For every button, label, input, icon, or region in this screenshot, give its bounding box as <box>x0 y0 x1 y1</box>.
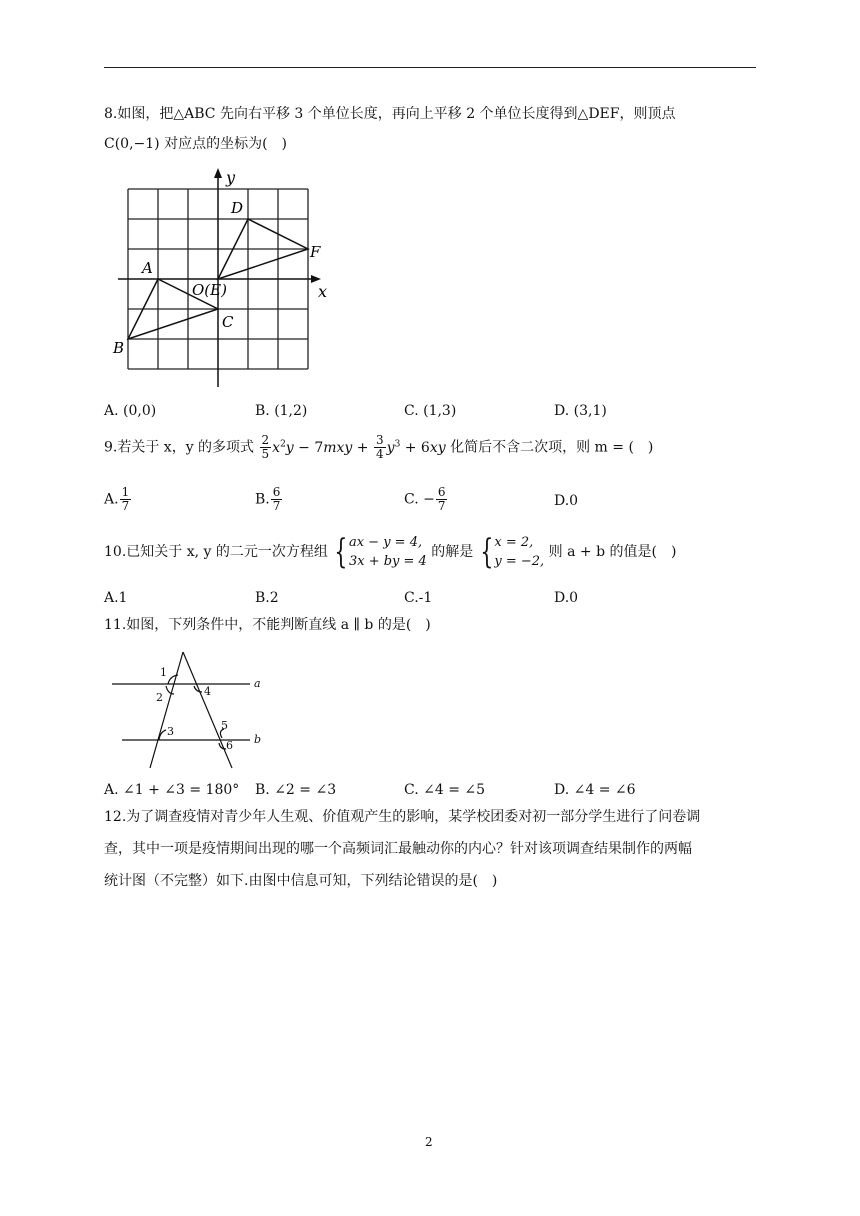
q8-grid-figure <box>108 165 338 393</box>
fig11-angle-5: 5 <box>221 719 228 732</box>
q9-option-b[interactable]: B. $\frac{6}{7}$ <box>255 485 281 513</box>
header-rule <box>104 67 756 68</box>
q8-option-b[interactable]: B. (1,2) <box>255 403 308 419</box>
q11-option-c[interactable]: C. ∠4 = ∠5 <box>404 782 486 798</box>
q11-option-d[interactable]: D. ∠4 = ∠6 <box>554 782 636 798</box>
q11-option-b[interactable]: B. ∠2 = ∠3 <box>255 782 337 798</box>
fig8-point-D: D <box>231 199 244 217</box>
q10-suffix: 则 a + b 的值是( ) <box>548 544 677 560</box>
fig8-point-F: F <box>310 243 321 261</box>
fig11-line-a: a <box>254 677 261 690</box>
q9-option-a[interactable]: A. $\frac{1}{7}$ <box>104 485 130 513</box>
q10-prefix: 10.已知关于 x, y 的二元一次方程组 <box>104 544 328 560</box>
q12-line2: 查，其中一项是疫情期间出现的哪一个高频词汇最触动你的内心？针对该项调查结果制作的两幅 <box>104 841 692 857</box>
q9-polynomial: $\frac{2}{5}$ $x^2y - 7mxy$ + $\frac{3}{4}$ $y^3 + 6xy$ <box>261 433 446 461</box>
q8-line2: C(0,−1) 对应点的坐标为( ) <box>104 136 288 152</box>
q12-line1: 12.为了调查疫情对青少年人生观、价值观产生的影响，某学校团委对初一部分学生进行了问卷调 <box>104 809 701 825</box>
fig11-angle-6: 6 <box>226 739 233 752</box>
fig8-y-label: y <box>226 168 236 187</box>
q10-option-a[interactable]: A.1 <box>104 590 128 606</box>
fig11-angle-4: 4 <box>204 685 211 698</box>
fig11-angle-3: 3 <box>167 725 174 738</box>
q10-option-c[interactable]: C.-1 <box>404 590 433 606</box>
q8-option-d[interactable]: D. (3,1) <box>554 403 607 419</box>
fig11-line-b: b <box>254 733 262 746</box>
q8-option-c[interactable]: C. (1,3) <box>404 403 457 419</box>
q11-parallel-lines-figure <box>108 645 268 775</box>
fig11-angle-1: 1 <box>160 666 167 679</box>
q9-option-d[interactable]: D.0 <box>554 493 579 509</box>
fig8-point-C: C <box>222 313 234 331</box>
fig8-x-label: x <box>318 282 328 301</box>
q12-line3: 统计图（不完整）如下.由图中信息可知，下列结论错误的是( ) <box>104 873 498 889</box>
fig11-angle-2: 2 <box>156 691 163 704</box>
fig8-point-B: B <box>113 339 125 357</box>
page-number: 2 <box>425 1135 433 1149</box>
q11-question: 11.如图，下列条件中，不能判断直线 a ∥ b 的是( ) <box>104 617 431 633</box>
q9-option-c[interactable]: C. − $\frac{6}{7}$ <box>404 485 446 513</box>
q8-line1: 8.如图，把△ABC 先向右平移 3 个单位长度，再向上平移 2 个单位长度得到△DEF，则顶点 <box>104 106 676 122</box>
q8-option-a[interactable]: A. (0,0) <box>104 403 157 419</box>
q11-option-a[interactable]: A. ∠1 + ∠3 = 180° <box>104 782 240 798</box>
q9-suffix: 化简后不含二次项，则 m = ( ) <box>450 439 654 456</box>
fig8-point-O-E: O(E) <box>192 281 227 299</box>
q9-prefix: 9.若关于 x，y 的多项式 <box>104 439 255 456</box>
q10-mid: 的解是 <box>431 544 474 560</box>
q10-option-d[interactable]: D.0 <box>554 590 579 606</box>
q10-system-2: x = 2, y = −2, <box>494 535 545 569</box>
q10-system-1: ax − y = 4, 3x + by = 4 <box>348 535 427 569</box>
fig8-point-A: A <box>142 259 153 277</box>
q10-question: 10.已知关于 x, y 的二元一次方程组 { ax − y = 4, 3x + by = 4 的解是 { x = 2, y = −2, 则 a + b 的值是( ) <box>104 532 677 572</box>
q10-option-b[interactable]: B.2 <box>255 590 279 606</box>
q9-question <box>104 434 653 461</box>
